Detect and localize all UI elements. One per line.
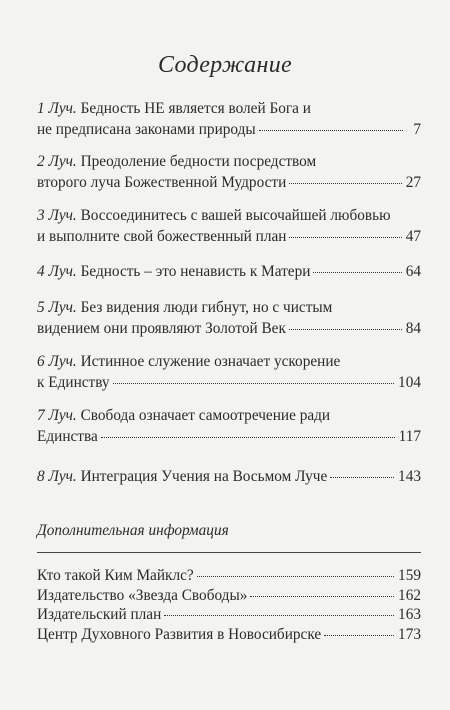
dot-leader [259, 130, 403, 131]
toc-entry-line1 [37, 261, 421, 282]
page-number: 84 [405, 320, 421, 337]
additional-entry-1[interactable] [37, 565, 421, 586]
dot-leader [289, 183, 401, 184]
entry-title-cont: второго луча Божественной Мудрости [37, 174, 287, 191]
toc-entry-line1 [37, 297, 421, 318]
dot-leader [289, 329, 402, 330]
entry-title-cont: и выполните свой божественный план [37, 228, 287, 245]
toc-entry-3[interactable] [37, 205, 421, 247]
entry-title: Истинное служение означает ускорение [80, 353, 341, 370]
additional-entry-2[interactable] [37, 585, 421, 606]
additional-entry-line [37, 585, 421, 606]
additional-entry-4[interactable] [37, 624, 421, 645]
dot-leader [330, 477, 394, 478]
page-number: 143 [398, 468, 421, 485]
toc-entry-line1 [37, 151, 421, 172]
entry-title: Бедность НЕ является волей Бога и [80, 100, 311, 117]
toc-entry-1[interactable] [37, 98, 421, 140]
page-title: Содержание [158, 52, 292, 78]
page-number: 162 [398, 587, 421, 604]
toc-entry-line1 [37, 466, 421, 487]
dot-leader [197, 576, 394, 577]
entry-text [37, 261, 310, 282]
entry-title: Без видения люди гибнут, но с чистым [80, 299, 333, 316]
page-number: 117 [398, 428, 421, 445]
ray-label: 5 Луч. [37, 299, 77, 316]
toc-entry-line2 [37, 318, 421, 339]
ray-label: 6 Луч. [37, 353, 77, 370]
entry-title-cont: к Единству [37, 374, 110, 391]
entry-title: Интеграция Учения на Восьмом Луче [80, 468, 328, 485]
toc-entry-4[interactable] [37, 261, 421, 282]
entry-title: Преодоление бедности посредством [80, 153, 317, 170]
additional-entry-line [37, 565, 421, 586]
dot-leader [250, 596, 394, 597]
page-number: 159 [398, 567, 421, 584]
ray-label: 7 Луч. [37, 407, 77, 424]
toc-entry-8[interactable] [37, 466, 421, 487]
dot-leader [313, 272, 401, 273]
dot-leader [113, 383, 394, 384]
page-number: 173 [398, 626, 421, 643]
entry-title: Бедность – это ненависть к Матери [80, 263, 311, 280]
additional-heading: Дополнительная информация [37, 522, 229, 539]
entry-title: Кто такой Ким Майклс? [37, 567, 194, 584]
additional-entry-line [37, 624, 421, 645]
toc-entry-line2 [37, 426, 421, 447]
page-number: 163 [398, 606, 421, 623]
entry-title: Издательский план [37, 606, 162, 623]
divider [37, 552, 421, 553]
ray-label: 2 Луч. [37, 153, 77, 170]
toc-entry-line1 [37, 98, 421, 119]
toc-entry-line1 [37, 205, 421, 226]
entry-title-cont: не предписана законами природы [37, 121, 256, 138]
entry-text [37, 466, 327, 487]
entry-title: Свобода означает самоотречение ради [80, 407, 331, 424]
page-number: 64 [405, 263, 421, 280]
page-number: 47 [405, 228, 421, 245]
page-number: 27 [405, 174, 421, 191]
dot-leader [101, 437, 395, 438]
toc-entry-line2 [37, 226, 421, 247]
ray-label: 3 Луч. [37, 207, 77, 224]
entry-title-cont: видением они проявляют Золотой Век [37, 320, 286, 337]
toc-entry-line2 [37, 172, 421, 193]
toc-entry-5[interactable] [37, 297, 421, 339]
toc-entry-7[interactable] [37, 405, 421, 447]
page-number: 7 [413, 121, 421, 138]
entry-title: Издательство «Звезда Свободы» [37, 587, 248, 604]
additional-entry-line [37, 604, 421, 625]
ray-label: 8 Луч. [37, 468, 77, 485]
toc-entry-line2 [37, 372, 421, 393]
ray-label: 1 Луч. [37, 100, 77, 117]
toc-entry-line1 [37, 405, 421, 426]
ray-label: 4 Луч. [37, 263, 77, 280]
additional-entry-3[interactable] [37, 604, 421, 625]
toc-entry-line1 [37, 351, 421, 372]
entry-title: Воссоединитесь с вашей высочайшей любовью [80, 207, 391, 224]
page-number: 104 [398, 374, 421, 391]
dot-leader [289, 237, 401, 238]
dot-leader [324, 635, 394, 636]
toc-entry-6[interactable] [37, 351, 421, 393]
dot-leader [164, 615, 394, 616]
toc-entry-line2 [37, 119, 421, 140]
toc-entry-2[interactable] [37, 151, 421, 193]
entry-title-cont: Единства [37, 428, 98, 445]
entry-title: Центр Духовного Развития в Новосибирске [37, 626, 322, 643]
